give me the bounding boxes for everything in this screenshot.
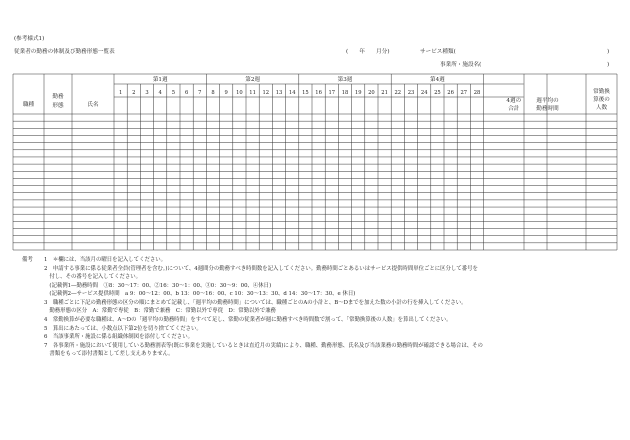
col-header-keitai-2: 形態 (52, 103, 64, 109)
day-header-10: 10 (236, 90, 243, 96)
day-header-9: 9 (224, 90, 228, 96)
form-note: (参考様式1) (14, 36, 45, 42)
day-header-16: 16 (315, 90, 322, 96)
col-header-weekly: 週平均の (536, 98, 559, 104)
day-header-15: 15 (302, 90, 309, 96)
facility-name-close: ) (607, 62, 610, 68)
service-type-label[interactable]: サービス種類( (420, 49, 456, 55)
day-header-18: 18 (341, 90, 349, 96)
col-header-fte-3: 人数 (595, 105, 608, 111)
col-header-keitai: 勤務 (52, 94, 64, 100)
week-header-1: 第1週 (152, 77, 168, 83)
day-header-7: 7 (198, 90, 202, 96)
day-header-26: 26 (447, 90, 454, 96)
day-header-28: 28 (473, 90, 481, 96)
day-header-20: 20 (368, 90, 375, 96)
day-header-19: 19 (354, 90, 362, 96)
note-item-3: 付し、その番号を記入してください。 (44, 274, 142, 280)
week-header-2: 第2週 (245, 77, 260, 83)
day-header-4: 4 (158, 90, 162, 96)
note-item-7: 勤務形態の区分 A：常勤で専従 B：常勤で兼務 C：常勤以外で専従 D：常勤以外で兼務 (44, 308, 276, 314)
day-header-27: 27 (460, 90, 468, 96)
note-item-12: 書類をもって添付書類として差し支えありません。 (44, 351, 174, 357)
period-field[interactable]: ( 年 月分) (346, 49, 390, 55)
day-header-25: 25 (434, 90, 441, 96)
day-header-8: 8 (211, 90, 215, 96)
day-header-5: 5 (171, 90, 176, 96)
form-title: 従業者の勤務の体制及び勤務形態一覧表 (14, 49, 115, 55)
col-header-shokushu: 職種 (22, 102, 35, 108)
day-header-6: 6 (184, 90, 189, 96)
note-item-4: (記載例1―勤務時間 ①8：30～17：00、②16：30～1：00、③0：30～9：00、④休日) (44, 283, 272, 289)
col-header-weekly-2: 勤務時間 (536, 106, 559, 112)
note-item-8: 4 常勤換算が必要な職種は、A～Dの「週平均の勤務時間」をすべて足し、常勤の従業者が週に勤務すべき時間数で割って、「常勤換算後の人数」を算出してください。 (44, 317, 452, 323)
note-item-2: 2 申請する事業に係る従業者全員(管理者を含む。)について、4週間分の勤務すべき時間数を記入してください。勤務時間ごとあるいはサービス提供時間単位ごとに区分して番号を (44, 266, 478, 272)
day-header-3: 3 (145, 90, 149, 96)
col-header-total: 4週の (506, 98, 522, 104)
col-header-name: 氏名 (87, 102, 99, 108)
notes-heading: 備考 (22, 257, 33, 263)
note-item-11: 7 各事業所・施設において使用している勤務割表等(既に事業を実施しているときは直近月の実績)により、職種、勤務形態、氏名及び当該業務の勤務時間が確認できる場合は、その (44, 343, 483, 349)
day-header-14: 14 (288, 90, 296, 96)
service-type-close: ) (607, 49, 610, 55)
day-header-11: 11 (249, 90, 256, 96)
col-header-fte-2: 算後の (593, 97, 610, 103)
day-header-23: 23 (407, 90, 415, 96)
note-item-1: 1 ＊欄には、当該月の曜日を記入してください。 (44, 257, 167, 263)
facility-name-label[interactable]: 事業所・施設名( (440, 62, 482, 68)
day-header-17: 17 (328, 90, 336, 96)
day-header-1: 1 (118, 90, 123, 96)
day-header-12: 12 (262, 90, 270, 96)
day-header-22: 22 (394, 90, 402, 96)
col-header-total-2: 合計 (508, 106, 520, 112)
week-header-3: 第3週 (337, 77, 353, 83)
col-header-fte: 常勤換 (593, 89, 610, 95)
note-item-9: 5 算出にあたっては、小数点以下第2位を切り捨ててください。 (44, 326, 202, 332)
note-item-6: 3 職種ごとに下記の勤務形態の区分の順にまとめて記載し、「週平均の勤務時間」については、職種ごとのAの小計と、B～Dまでを加えた数の小計の行を挿入してください。 (44, 300, 467, 306)
week-header-4: 第4週 (430, 77, 445, 83)
day-header-2: 2 (132, 90, 136, 96)
note-item-5: (記載例2―サービス提供時間 a 9：00～12：00、b 13：00～16：00、c 10：30～13：30、d 14：30～17：30、e 休日) (44, 291, 356, 297)
day-header-21: 21 (381, 90, 388, 96)
day-header-24: 24 (420, 90, 428, 96)
note-item-10: 6 当該事業所・施設に係る組織体制図を添付してください。 (44, 334, 193, 340)
day-header-13: 13 (275, 90, 283, 96)
